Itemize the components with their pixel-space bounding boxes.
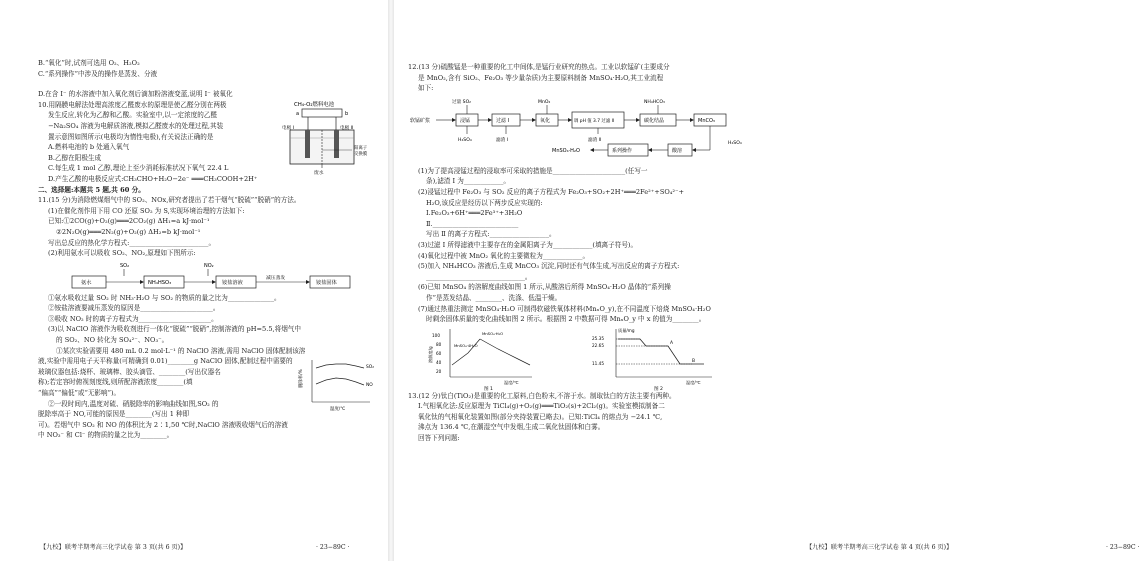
q11-line: “偏高”“偏低”或“无影响”)。 <box>38 389 121 398</box>
svg-text:过滤 I: 过滤 I <box>496 117 510 124</box>
manganese-flowchart <box>408 94 772 166</box>
svg-text:B: B <box>692 358 696 364</box>
q11-line: 脱除率高于 NO,可能的原因是________(写出 1 种即 <box>38 410 190 419</box>
solubility-curve-figure <box>428 325 538 391</box>
q11-line: 11.(15 分)为消除燃煤烟气中的 SO₂、NOx,研究者提出了若干烟气“脱硫”“脱硝”的方法。 <box>38 196 301 205</box>
svg-text:图 1: 图 1 <box>484 386 493 392</box>
svg-text:浸锰: 浸锰 <box>460 117 471 124</box>
svg-text:25.35: 25.35 <box>592 335 604 341</box>
svg-text:阳离子: 阳离子 <box>354 145 368 151</box>
svg-text:H₂SO₄: H₂SO₄ <box>458 137 472 143</box>
q12-line: ______________________________。 <box>426 272 532 281</box>
svg-text:b: b <box>345 110 349 117</box>
svg-text:滤渣 I: 滤渣 I <box>496 137 509 143</box>
svg-text:SO₂: SO₂ <box>366 365 375 371</box>
q10-stem-line: 10.用隔膜电解法处理高浓度乙醛废水的原理是使乙醛分别在两极 <box>38 100 227 109</box>
svg-text:11.45: 11.45 <box>592 360 604 366</box>
q10-stem-line: −Na₂SO₄ 溶液为电解质溶液,模拟乙醛废水的处理过程,其装 <box>48 121 224 130</box>
q11-line: 玻璃仪器包括:烧杯、玻璃棒、胶头滴管、________(写出仪器名 <box>38 367 221 376</box>
q12-line: (5)加入 NH₄HCO₃ 溶液后,生成 MnCO₃ 沉淀,同时还有气体生成,写出反应的离子方程式: <box>418 262 680 271</box>
q11-line: ①某次实验需要用 480 mL 0.2 mol·L⁻¹ 的 NaClO 溶液,需用 NaClO 固体配制该溶 <box>56 346 306 355</box>
svg-text:滤渣 II: 滤渣 II <box>588 137 602 143</box>
q12-line: H₂O,该反应是经历以下两步反应实现的: <box>426 198 543 207</box>
q12-line: (6)已知 MnSO₄ 的溶解度曲线如图 1 所示,从酸溶后所得 MnSO₄·H₂O 晶体的“系列操 <box>418 283 671 292</box>
section-2-heading: 二、选择题:本题共 5 题,共 60 分。 <box>38 185 145 194</box>
question-10 <box>38 100 374 185</box>
q12-line: Ⅱ.__________________________ <box>426 219 519 228</box>
q13-line: 13.(12 分)钛白(TiO₂)是重要的化工原料,白色粉末,不溶于水。制取钛白的方法主要有两种。 <box>408 391 676 400</box>
right-page-footer: 【九校】联考半期考高三化学试卷 第 4 页(共 6 页)】 <box>806 544 953 551</box>
svg-text:软锰矿浆: 软锰矿浆 <box>410 117 431 124</box>
svg-text:MnSO₄·H₂O: MnSO₄·H₂O <box>552 147 580 154</box>
q11-line: 写出总反应的热化学方程式:________________________。 <box>48 238 216 247</box>
q12-line: (7)通过热重法测定 MnSO₄·H₂O 可制得软磁铁氧体材料(MnₓO_y),在不同温度下焙烧 MnSO₄·H₂O <box>418 304 711 313</box>
q13-line: 回答下列问题: <box>418 434 460 443</box>
right-page <box>394 0 1140 561</box>
left-page-footer: 【九校】联考半期考高三化学试卷 第 3 页(共 6 页)】 <box>40 544 187 551</box>
svg-text:A: A <box>670 340 674 346</box>
q11-line: 中 NO₃⁻ 和 Cl⁻ 的物质的量之比为________。 <box>38 431 174 440</box>
svg-text:MnSO₄·H₂O: MnSO₄·H₂O <box>482 330 504 336</box>
q11-line: 液,实验中需用电子天平称量(可精确到 0.01)________g NaClO 固体,配制过程中需要的 <box>38 357 293 366</box>
svg-text:过量 SO₂: 过量 SO₂ <box>452 99 472 105</box>
svg-text:60: 60 <box>436 350 442 356</box>
svg-text:脱除率/%: 脱除率/% <box>299 369 304 389</box>
q11-line: ②2N₂O(g)═══2N₂(g)+O₂(g) ΔH₂=b kJ·mol⁻¹ <box>56 227 201 236</box>
q10-stem-line: 置示意图如图所示(电极均为惰性电极),有关说法正确的是 <box>48 132 214 141</box>
q11-line: 称);若定容时俯视刻度线,则所配溶液浓度________(填 <box>38 378 193 387</box>
svg-text:NH₄HCO₃: NH₄HCO₃ <box>644 99 665 105</box>
q11-line: (2)利用氨水可以吸收 SO₂、NO₂,原理如下图所示: <box>48 249 196 258</box>
removal-rate-chart <box>296 354 376 414</box>
svg-text:废水: 废水 <box>314 170 324 176</box>
left-page <box>0 0 388 561</box>
thermogravimetric-figure <box>588 325 718 391</box>
left-page-code: · 23−89C · <box>316 544 350 551</box>
svg-text:100: 100 <box>432 332 440 338</box>
right-page-code: · 23−89C · <box>1106 544 1140 551</box>
q12-line: (1)为了提高浸锰过程的浸取率可采取的措施是______________________(任写一 <box>418 166 648 175</box>
q9-option-b: B.“氧化”时,试剂可选用 O₂、H₂O₂ <box>38 59 140 67</box>
q10-option: D.产生乙酸的电极反应式:CH₃CHO+H₂O−2e⁻ ═══CH₃COOH+2H⁺ <box>48 174 258 183</box>
q12-line: 如下: <box>418 84 434 93</box>
svg-text:交换膜: 交换膜 <box>354 151 368 157</box>
q12-line: 时剩余固体质量的变化曲线如图 2 所示。根据图 2 中数据可得 MnₓO_y 中 x 的值为________。 <box>426 315 706 324</box>
question-13 <box>408 391 772 444</box>
svg-text:NH₄HSO₃: NH₄HSO₃ <box>148 279 172 286</box>
q10-option: A.燃料电池的 b 处通入氧气 <box>48 143 130 152</box>
q11-line: (3)以 NaClO 溶液作为吸收剂进行一体化“脱硫”“脱硝”,控制溶液的 pH=5.5,将烟气中 <box>48 325 301 334</box>
svg-text:22.65: 22.65 <box>592 342 604 348</box>
q12-line: 写出 Ⅱ 的离子方程式:__________________。 <box>426 230 556 239</box>
svg-text:减压蒸发: 减压蒸发 <box>266 275 286 281</box>
svg-text:MnO₂: MnO₂ <box>538 99 551 105</box>
svg-text:系列操作: 系列操作 <box>612 147 633 154</box>
q11-line: ②铵盐溶液要减压蒸发的原因是______________________。 <box>48 304 220 313</box>
q13-line: Ⅰ.气相氧化法:反应原理为 TiCl₄(g)+O₂(g)═══TiO₂(s)+2Cl₂(g)。实验室模拟制备二 <box>418 402 665 411</box>
svg-text:MnSO₄·4H₂O: MnSO₄·4H₂O <box>454 342 478 348</box>
svg-text:铵盐固体: 铵盐固体 <box>316 279 337 286</box>
svg-text:a: a <box>296 110 300 117</box>
svg-text:H₂SO₄: H₂SO₄ <box>728 140 742 146</box>
q12-line: (3)过滤 I 所得滤液中主要存在的金属阳离子为____________(填离子符号)。 <box>418 240 638 249</box>
q12-line: 12.(13 分)硫酸锰是一种重要的化工中间体,是锰行业研究的热点。工业以软锰矿(主要成分 <box>408 63 670 71</box>
svg-text:SO₂: SO₂ <box>120 262 130 269</box>
question-11 <box>38 195 374 441</box>
svg-text:氨水: 氨水 <box>81 279 92 286</box>
fuel-cell-label: CH₄-O₂燃料电池 <box>294 101 335 108</box>
question-12 <box>408 62 772 391</box>
svg-text:酸溶: 酸溶 <box>672 147 683 154</box>
svg-text:NO₂: NO₂ <box>204 262 214 269</box>
q13-line: 氧化钛的气相氧化装置如图(部分夹持装置已略去)。已知:TiCl₄ 的熔点为 −24.1 ℃, <box>418 412 663 421</box>
q12-line: 是 MnO₂,含有 SiO₂、Fe₂O₃ 等少量杂质)为主要原料制备 MnSO₄·H₂O,其工业流程 <box>418 73 664 82</box>
svg-text:MnCO₃: MnCO₃ <box>698 117 715 124</box>
svg-text:溶解度/g: 溶解度/g <box>428 346 433 363</box>
svg-text:40: 40 <box>436 359 442 365</box>
q12-figures <box>408 325 772 391</box>
svg-text:NO: NO <box>366 383 373 389</box>
svg-text:图 2: 图 2 <box>654 386 663 392</box>
q9-option-c: C.“系列操作”中涉及的操作是蒸发、分液 <box>38 69 158 78</box>
q12-line: (2)浸锰过程中 Fe₂O₃ 与 SO₂ 反应的离子方程式为 Fe₂O₃+SO₂+2H⁺═══2Fe²⁺+SO₄²⁻+ <box>418 187 685 196</box>
svg-text:温度/℃: 温度/℃ <box>686 379 701 385</box>
svg-text:温度/℃: 温度/℃ <box>504 379 519 385</box>
q12-line: 条),滤渣 I 为____________。 <box>426 177 510 186</box>
svg-text:质量/mg: 质量/mg <box>618 327 635 333</box>
svg-text:调 pH 值 3.7 过滤 II: 调 pH 值 3.7 过滤 II <box>574 118 615 124</box>
q9-option-d: D.在含 I⁻ 的水溶液中加入氧化剂后滴加粉溶液变蓝,说明 I⁻ 被氧化 <box>38 90 233 99</box>
q11-line: (1)在催化剂作用下用 CO 还原 SO₂ 为 S,实现环境治理的方法如下: <box>48 206 245 215</box>
electrolysis-figure <box>272 98 374 176</box>
svg-text:氧化: 氧化 <box>540 117 551 124</box>
svg-text:铵盐溶液: 铵盐溶液 <box>222 279 243 286</box>
q12-line: 作”是蒸发结晶、________、洗涤、低温干燥。 <box>426 293 562 302</box>
q10-stem-line: 发生反应,转化为乙醇和乙酸。实验室中,以一定浓度的乙醛 <box>48 111 218 120</box>
svg-text:温度/℃: 温度/℃ <box>330 407 346 413</box>
q11-line: ①氨水吸收过量 SO₂ 时 NH₃·H₂O 与 SO₂ 的物质的量之比为______________。 <box>48 293 281 302</box>
q12-line: Ⅰ.Fe₂O₃+6H⁺═══2Fe³⁺+3H₂O <box>426 209 523 218</box>
svg-text:20: 20 <box>436 368 442 374</box>
svg-text:80: 80 <box>436 341 442 347</box>
q11-line: ②一段时间内,温度对硫、硝脱除率的影响曲线如图,SO₂ 的 <box>48 399 219 408</box>
ammonia-flowchart <box>62 259 362 293</box>
svg-text:碳化结晶: 碳化结晶 <box>644 117 665 124</box>
svg-text:电极 I: 电极 I <box>282 125 295 131</box>
svg-text:电极 II: 电极 II <box>340 125 354 131</box>
q11-part3-block <box>38 356 374 441</box>
q11-line: 的 SO₂、NO 转化为 SO₄²⁻、NO₃⁻。 <box>56 336 169 345</box>
q11-line: 已知:①2CO(g)+O₂(g)═══2CO₂(g) ΔH₁=a kJ·mol⁻¹ <box>48 217 210 226</box>
q12-line: (4)氧化过程中被 MnO₂ 氧化的主要微粒为____________。 <box>418 251 590 260</box>
q10-option: B.乙醇在阳极生成 <box>48 153 102 162</box>
q11-line: ③吸收 NO₂ 时的离子方程式为______________________。 <box>48 314 218 323</box>
q11-line: 可)。若烟气中 SO₂ 和 NO 的体积比为 2∶1,50 ℃时,NaClO 溶液吸收烟气后的溶液 <box>38 420 288 429</box>
q10-option: C.每生成 1 mol 乙醇,理论上至少消耗标准状况下氧气 22.4 L <box>48 164 229 173</box>
q13-line: 沸点为 136.4 ℃,在潮湿空气中发烟,生成二氧化钛固体和白雾。 <box>418 423 605 432</box>
